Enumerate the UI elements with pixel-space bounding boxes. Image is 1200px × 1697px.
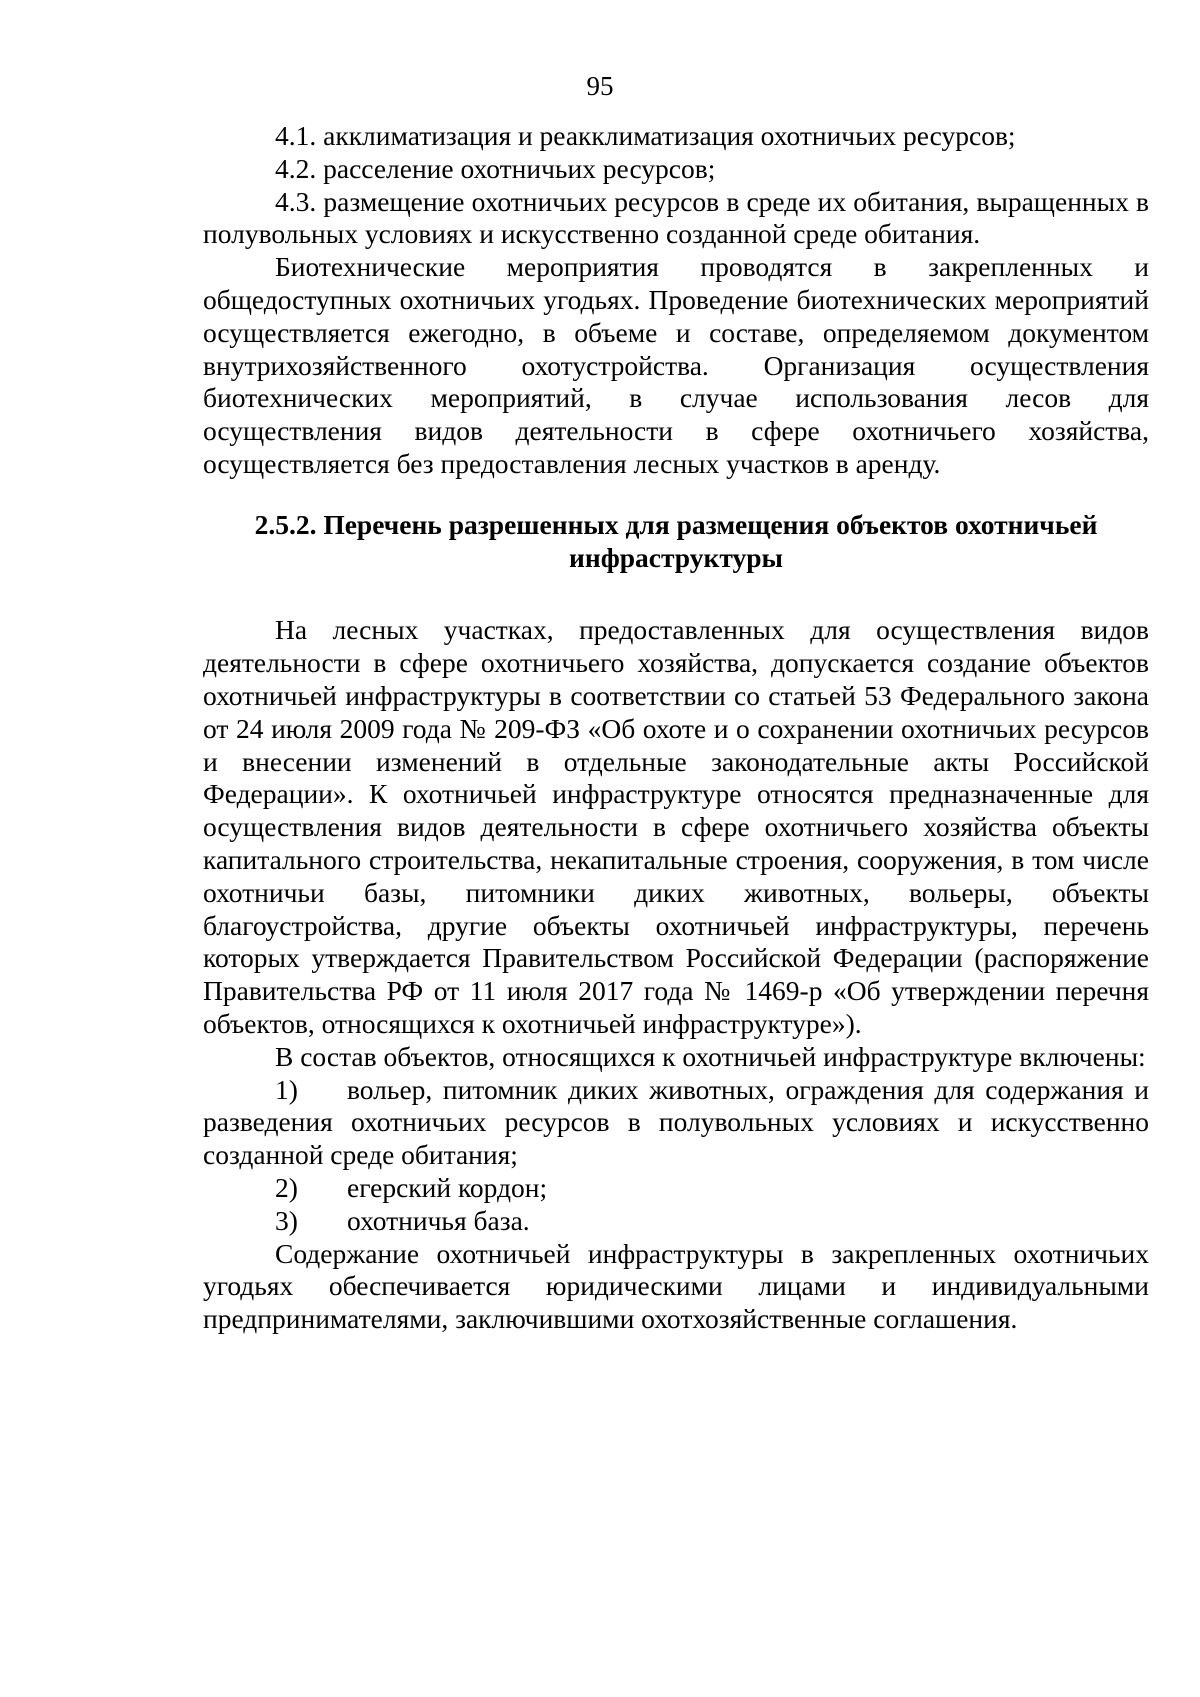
section-heading: 2.5.2. Перечень разрешенных для размещения объектов охотничьей инфраструктуры — [254, 508, 1098, 573]
intro-item: 4.2. расселение охотничьих ресурсов; — [275, 152, 716, 184]
list-item — [203, 1074, 1149, 1172]
list-item-number: 2) — [275, 1171, 298, 1203]
body-paragraph: Содержание охотничьей инфраструктуры в закрепленных охотничьих угодьях обеспечивается юридическими лицами и индивидуальными предпринимателями, заключившими охотхозяйственные соглашения. — [203, 1237, 1149, 1335]
page-number: 95 — [586, 71, 614, 101]
intro-item: 4.1. акклиматизация и реакклиматизация охотничьих ресурсов; — [275, 120, 1016, 151]
list-item-text: охотничья база. — [347, 1204, 530, 1236]
document-body — [203, 120, 1149, 1336]
intro-item: 4.3. размещение охотничьих ресурсов в среде их обитания, выращенных в полувольных условиях и искусственно созданной среде обитания. — [203, 185, 1149, 250]
body-paragraph: На лесных участках, предоставленных для осуществления видов деятельности в сфере охотничьего хозяйства, допускается создание объектов охотничьей инфраструктуры в соответствии со статьей 53 Федерального закона от 24 июля 2009 года № 209-ФЗ «Об охоте и о сохранении охотничьих ресурсов и внесении изменений в отдельные законодательные акты Российской Федерации». К охотничьей инфраструктуре относятся предназначенные для осуществления видов деятельности в сфере охотничьего хозяйства объекты капитального строительства, некапитальные строения, сооружения, в том числе охотничьи базы, питомники диких животных, вольеры, объекты благоустройства, другие объекты охотничьей инфраструктуры, перечень которых утверждается Правительством Российской Федерации (распоряжение Правительства РФ от 11 июля 2017 года № 1469-р «Об утверждении перечня объектов, относящихся к охотничьей инфраструктуре»). — [203, 614, 1149, 1039]
list-item-text: вольер, питомник диких животных, ограждения для содержания и разведения охотничьих ресурсов в полувольных условиях и искусственно созданной среде обитания; — [203, 1073, 1149, 1171]
list-item-number: 3) — [275, 1204, 298, 1236]
list-item — [203, 1172, 1149, 1205]
list-item-number: 1) — [275, 1073, 298, 1105]
body-paragraph: В состав объектов, относящихся к охотничьей инфраструктуре включены: — [275, 1040, 1146, 1072]
list-item-text: егерский кордон; — [347, 1171, 548, 1203]
list-item — [203, 1205, 1149, 1238]
biotech-paragraph: Биотехнические мероприятия проводятся в закрепленных и общедоступных охотничьих угодьях. Проведение биотехнических мероприятий осуществляется ежегодно, в объеме и составе, определяемом документом внутрихозяйственного охотустройства. Организация осуществления биотехнических мероприятий, в случае использования лесов для осуществления видов деятельности в сфере охотничьего хозяйства, осуществляется без предоставления лесных участков в аренду. — [203, 251, 1149, 479]
